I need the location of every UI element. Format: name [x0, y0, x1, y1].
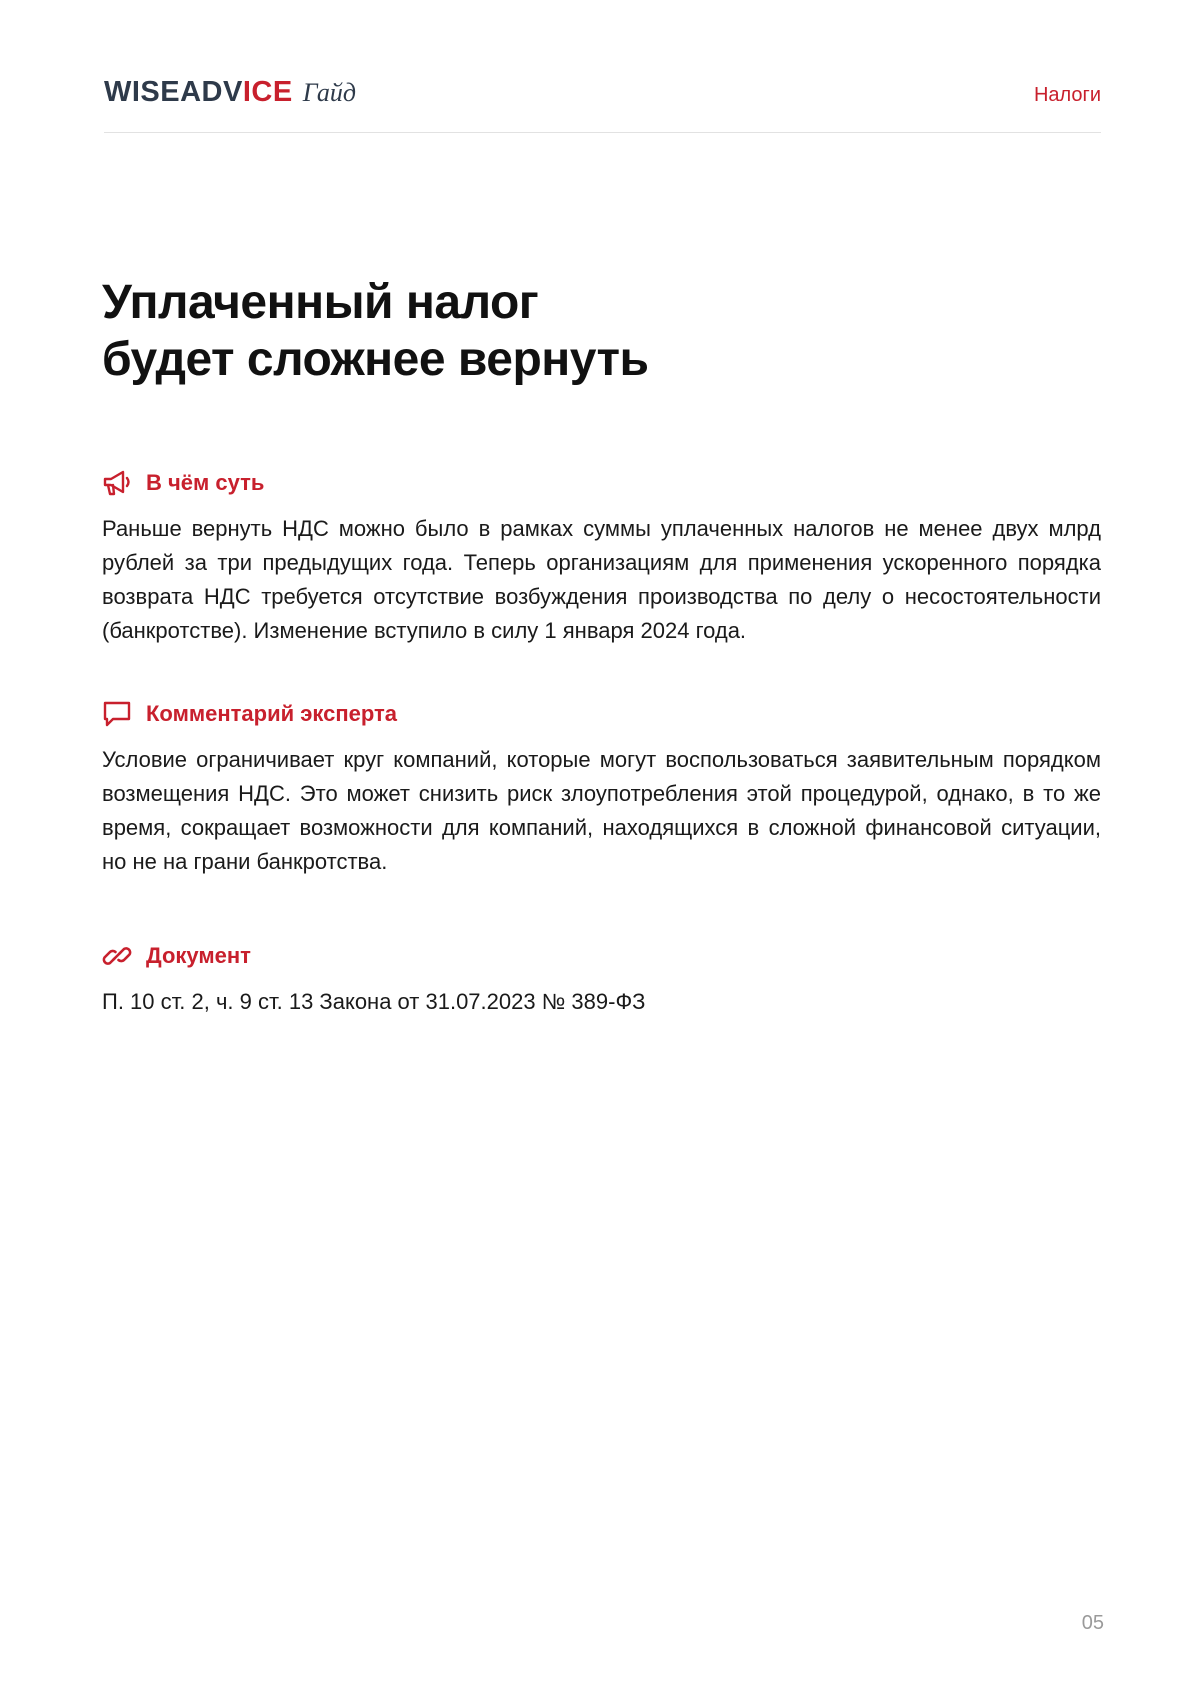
section-heading-label: Комментарий эксперта	[146, 701, 398, 726]
section-comment-heading	[102, 699, 397, 729]
logo[interactable]	[104, 76, 356, 109]
page-title	[102, 274, 649, 388]
page-header	[104, 70, 1101, 133]
logo-guide-label: Гайд	[302, 78, 356, 107]
section-document-text[interactable]: П. 10 ст. 2, ч. 9 ст. 13 Закона от 31.07.2023 № 389-ФЗ	[102, 989, 646, 1014]
section-heading-label: Документ	[146, 943, 251, 968]
logo-wordmark-accent: ICE	[242, 76, 293, 108]
megaphone-icon	[102, 468, 132, 498]
page-title-line-1: Уплаченный налог	[102, 276, 539, 329]
page-number: 05	[1081, 1612, 1104, 1634]
section-comment-text: Условие ограничивает круг компаний, которые могут воспользоваться заявительным порядком возмещения НДС. Это может снизить риск злоупотребления этой процедурой, однако, в то же время, сокращает возможности для компаний, находящихся в сложной финансовой ситуации, но не на грани банкротства.	[102, 747, 1101, 874]
section-essence-heading	[102, 468, 264, 498]
section-essence-text: Раньше вернуть НДС можно было в рамках суммы уплаченных налогов не менее двух млрд рублей за три предыдущих года. Теперь организациям для применения ускоренного порядка возврата НДС требуется отсутствие возбуждения производства по делу о несостоятельности (банкротстве). Изменение вступило в силу 1 января 2024 года.	[102, 516, 1101, 643]
category-link[interactable]: Налоги	[1033, 84, 1101, 106]
section-heading-label: В чём суть	[146, 470, 265, 495]
logo-wordmark-dark: WISEADV	[104, 76, 243, 108]
section-document-heading	[102, 941, 251, 971]
link-icon	[102, 941, 132, 971]
comment-icon	[102, 699, 132, 729]
page-title-line-2: будет сложнее вернуть	[102, 333, 649, 386]
